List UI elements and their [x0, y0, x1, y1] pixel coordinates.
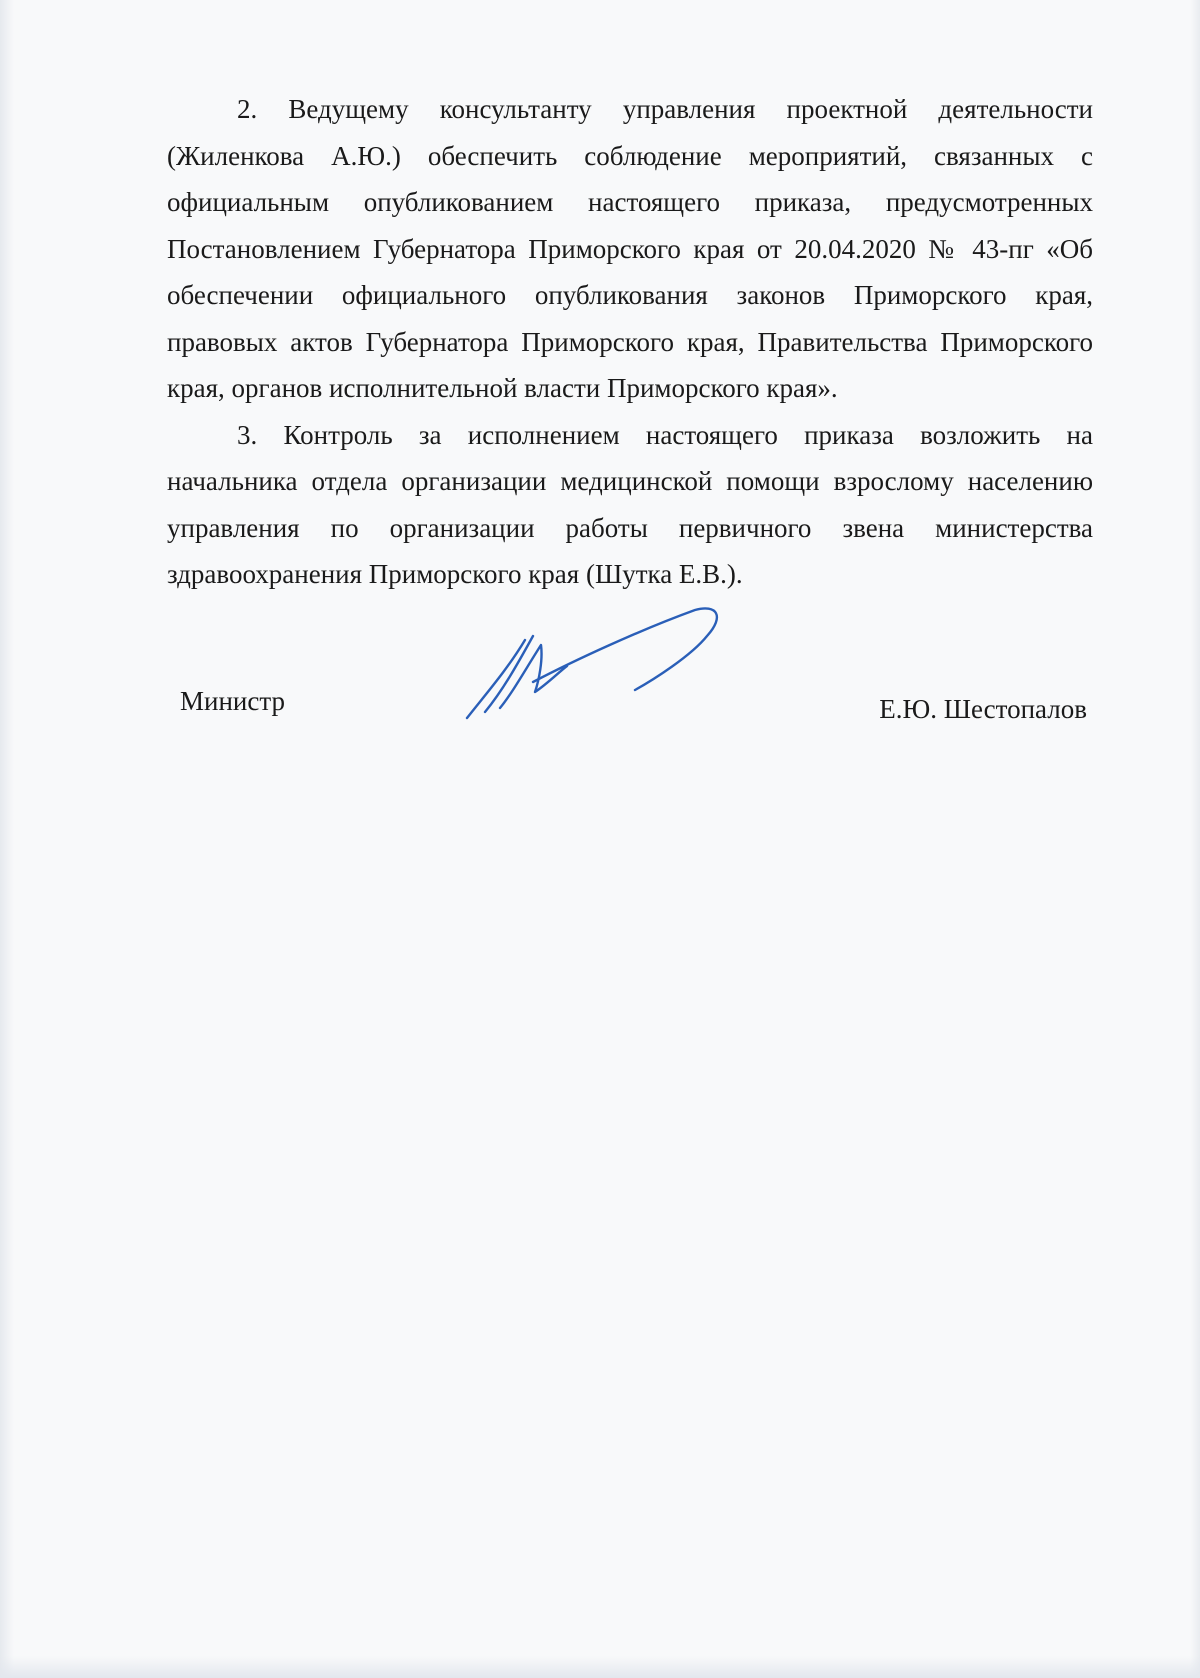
paragraph-3: 3. Контроль за исполнением настоящего приказа возложить на начальника отдела организации медицинской помощи взрослому населению управления по организации работы первичного звена министерства здравоохранения Приморского края (Шутка Е.В.). [167, 419, 1093, 589]
handwritten-signature [455, 600, 735, 730]
document-body [167, 86, 1093, 598]
scan-edge-right [1190, 0, 1200, 1678]
signatory-position: Министр [180, 686, 285, 716]
paragraph-2: 2. Ведущему консультанту управления проектной деятельности (Жиленкова А.Ю.) обеспечить соблюдение мероприятий, связанных с официальным опубликованием настоящего приказа, предусмотренных Постановлением Губернатора Приморского края от 20.04.2020 № 43-пг «Об обеспечении официального опубликования законов Приморского края, правовых актов Губернатора Приморского края, Правительства Приморского края, органов исполнительной власти Приморского края». [167, 94, 1093, 403]
signatory-name: Е.Ю. Шестопалов [879, 694, 1087, 724]
scan-edge-bottom [0, 1656, 1200, 1678]
scan-edge-left [0, 0, 14, 1678]
